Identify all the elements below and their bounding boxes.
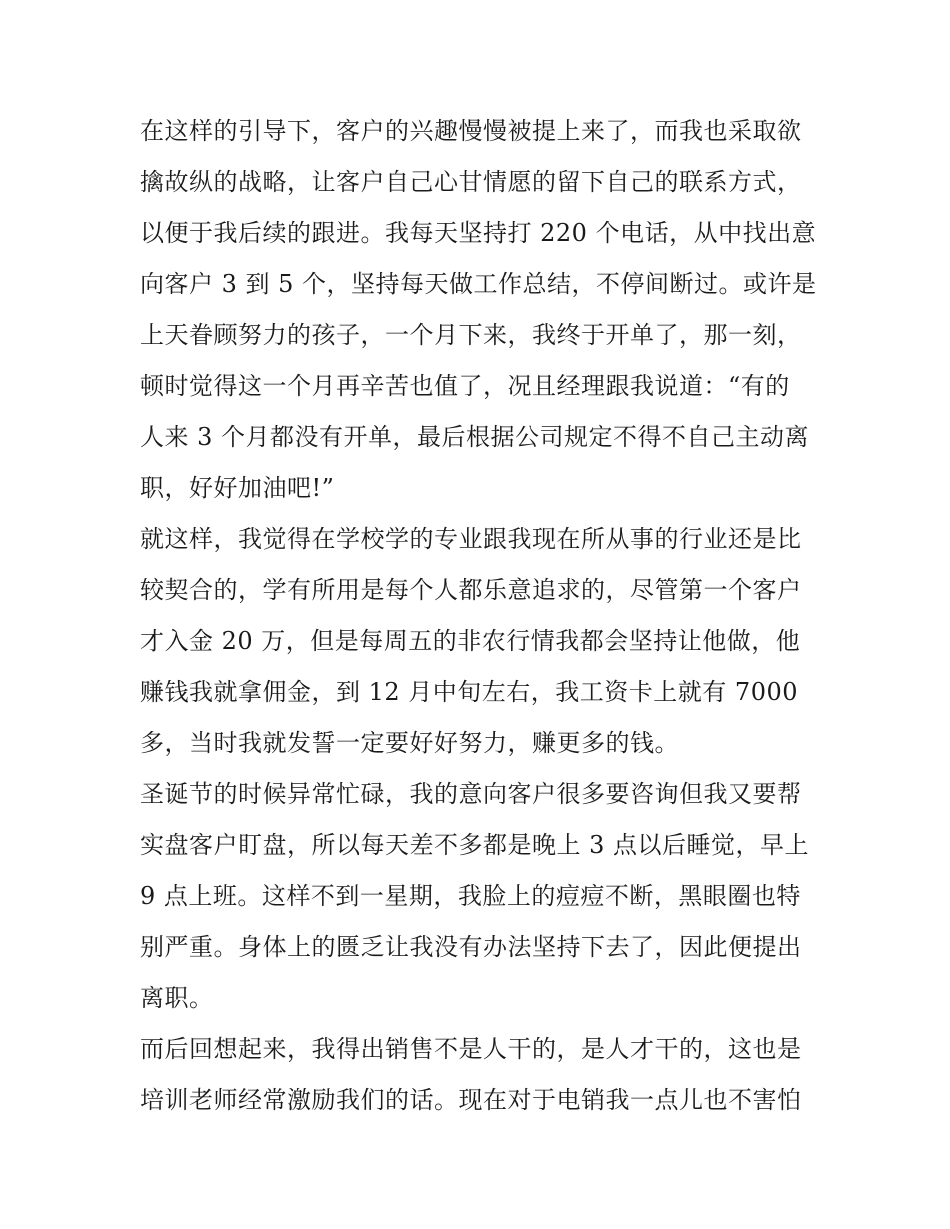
text-line: 在这样的引导下，客户的兴趣慢慢被提上来了，而我也采取欲 <box>140 117 802 145</box>
text-line: 较契合的，学有所用是每个人都乐意追求的，尽管第一个客户 <box>140 576 802 604</box>
text-line: 上天眷顾努力的孩子，一个月下来，我终于开单了，那一刻， <box>140 321 802 349</box>
paragraph-1 <box>140 106 820 514</box>
text-line: 擒故纵的战略，让客户自己心甘情愿的留下自己的联系方式， <box>140 168 802 196</box>
text-line: 就这样，我觉得在学校学的专业跟我现在所从事的行业还是比 <box>140 525 802 553</box>
text-line: 多，当时我就发誓一定要好好努力，赚更多的钱。 <box>140 729 679 757</box>
text-line: 实盘客户盯盘，所以每天差不多都是晚上 3 点以后睡觉，早上 <box>140 831 810 859</box>
paragraph-4 <box>140 1024 820 1126</box>
document-body <box>140 106 820 1126</box>
text-line: 圣诞节的时候异常忙碌，我的意向客户很多要咨询但我又要帮 <box>140 780 802 808</box>
paragraph-2 <box>140 514 820 769</box>
text-line: 职，好好加油吧!” <box>140 474 335 502</box>
text-line: 别严重。身体上的匮乏让我没有办法坚持下去了，因此便提出 <box>140 933 802 961</box>
text-line: 向客户 3 到 5 个，坚持每天做工作总结，不停间断过。或许是 <box>140 270 817 298</box>
text-line: 人来 3 个月都没有开单，最后根据公司规定不得不自己主动离 <box>140 423 810 451</box>
text-line: 培训老师经常激励我们的话。现在对于电销我一点儿也不害怕 <box>140 1086 802 1114</box>
text-line: 9 点上班。这样不到一星期，我脸上的痘痘不断，黑眼圈也特 <box>140 882 801 910</box>
text-line: 才入金 20 万，但是每周五的非农行情我都会坚持让他做，他 <box>140 627 801 655</box>
text-line: 顿时觉得这一个月再辛苦也值了，况且经理跟我说道：“有的 <box>140 372 790 400</box>
text-line: 赚钱我就拿佣金，到 12 月中旬左右，我工资卡上就有 7000 <box>140 678 799 706</box>
text-line: 以便于我后续的跟进。我每天坚持打 220 个电话，从中找出意 <box>140 219 817 247</box>
text-line: 而后回想起来，我得出销售不是人干的，是人才干的，这也是 <box>140 1035 802 1063</box>
paragraph-3 <box>140 769 820 1024</box>
text-line: 离职。 <box>140 984 214 1012</box>
